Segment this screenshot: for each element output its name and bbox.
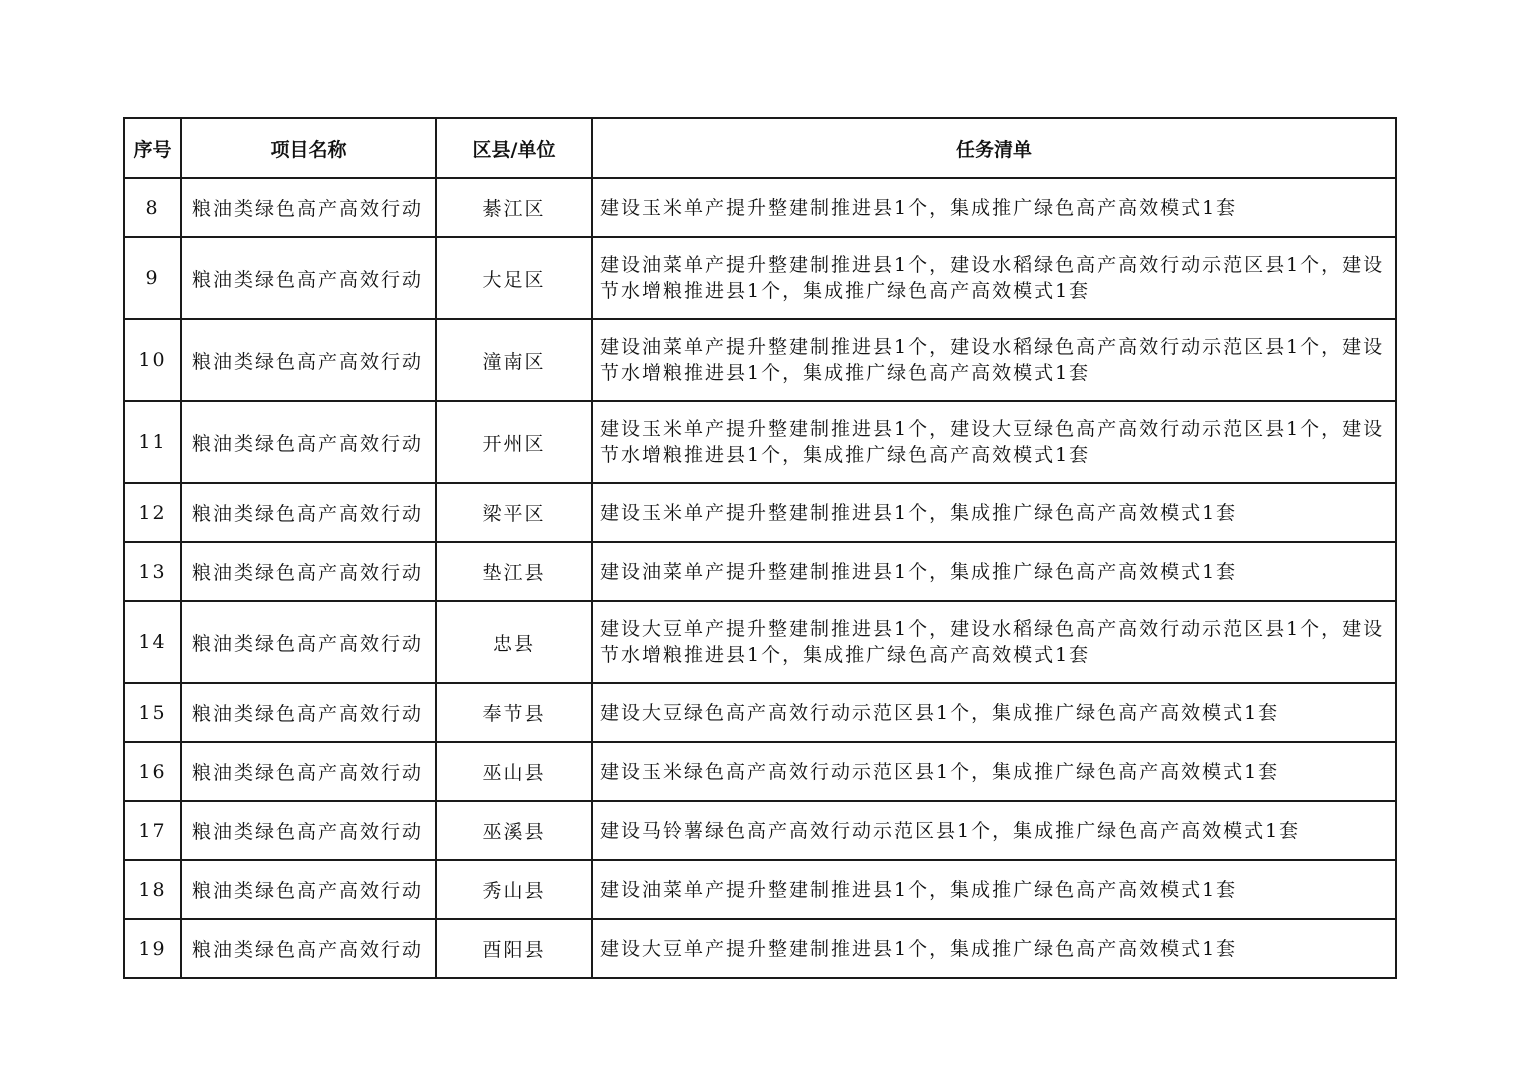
row-no: 12 xyxy=(124,483,181,542)
row-district: 奉节县 xyxy=(436,683,592,742)
row-no: 14 xyxy=(124,601,181,683)
row-district: 忠县 xyxy=(436,601,592,683)
row-tasks: 建设玉米绿色高产高效行动示范区县1个，集成推广绿色高产高效模式1套 xyxy=(592,742,1396,801)
table-row xyxy=(124,483,1396,542)
row-no: 10 xyxy=(124,319,181,401)
table-row xyxy=(124,601,1396,683)
row-no: 17 xyxy=(124,801,181,860)
row-project: 粮油类绿色高产高效行动 xyxy=(181,237,436,319)
table-header-row xyxy=(124,118,1396,178)
row-tasks: 建设油菜单产提升整建制推进县1个，建设水稻绿色高产高效行动示范区县1个，建设节水增粮推进县1个，集成推广绿色高产高效模式1套 xyxy=(592,237,1396,319)
task-table xyxy=(123,117,1397,979)
table-row xyxy=(124,237,1396,319)
row-tasks: 建设油菜单产提升整建制推进县1个，集成推广绿色高产高效模式1套 xyxy=(592,542,1396,601)
row-district: 潼南区 xyxy=(436,319,592,401)
row-tasks: 建设油菜单产提升整建制推进县1个，建设水稻绿色高产高效行动示范区县1个，建设节水增粮推进县1个，集成推广绿色高产高效模式1套 xyxy=(592,319,1396,401)
row-tasks: 建设玉米单产提升整建制推进县1个，集成推广绿色高产高效模式1套 xyxy=(592,178,1396,237)
row-tasks: 建设油菜单产提升整建制推进县1个，集成推广绿色高产高效模式1套 xyxy=(592,860,1396,919)
row-project: 粮油类绿色高产高效行动 xyxy=(181,683,436,742)
row-district: 垫江县 xyxy=(436,542,592,601)
header-tasks: 任务清单 xyxy=(592,118,1396,178)
table-row xyxy=(124,742,1396,801)
table-row xyxy=(124,860,1396,919)
table-row xyxy=(124,801,1396,860)
row-no: 8 xyxy=(124,178,181,237)
table-row xyxy=(124,401,1396,483)
row-district: 綦江区 xyxy=(436,178,592,237)
row-no: 9 xyxy=(124,237,181,319)
row-no: 16 xyxy=(124,742,181,801)
row-project: 粮油类绿色高产高效行动 xyxy=(181,919,436,978)
row-project: 粮油类绿色高产高效行动 xyxy=(181,401,436,483)
row-project: 粮油类绿色高产高效行动 xyxy=(181,542,436,601)
table-row xyxy=(124,683,1396,742)
table-row xyxy=(124,919,1396,978)
row-district: 酉阳县 xyxy=(436,919,592,978)
row-district: 巫山县 xyxy=(436,742,592,801)
row-no: 13 xyxy=(124,542,181,601)
table-row xyxy=(124,319,1396,401)
row-project: 粮油类绿色高产高效行动 xyxy=(181,601,436,683)
row-project: 粮油类绿色高产高效行动 xyxy=(181,319,436,401)
row-district: 梁平区 xyxy=(436,483,592,542)
row-project: 粮油类绿色高产高效行动 xyxy=(181,801,436,860)
row-project: 粮油类绿色高产高效行动 xyxy=(181,178,436,237)
row-district: 秀山县 xyxy=(436,860,592,919)
table-row xyxy=(124,178,1396,237)
row-no: 15 xyxy=(124,683,181,742)
row-tasks: 建设玉米单产提升整建制推进县1个，建设大豆绿色高产高效行动示范区县1个，建设节水增粮推进县1个，集成推广绿色高产高效模式1套 xyxy=(592,401,1396,483)
row-tasks: 建设玉米单产提升整建制推进县1个，集成推广绿色高产高效模式1套 xyxy=(592,483,1396,542)
table-row xyxy=(124,542,1396,601)
row-project: 粮油类绿色高产高效行动 xyxy=(181,860,436,919)
row-tasks: 建设马铃薯绿色高产高效行动示范区县1个，集成推广绿色高产高效模式1套 xyxy=(592,801,1396,860)
row-tasks: 建设大豆单产提升整建制推进县1个，建设水稻绿色高产高效行动示范区县1个，建设节水增粮推进县1个，集成推广绿色高产高效模式1套 xyxy=(592,601,1396,683)
row-no: 11 xyxy=(124,401,181,483)
row-tasks: 建设大豆单产提升整建制推进县1个，集成推广绿色高产高效模式1套 xyxy=(592,919,1396,978)
header-no: 序号 xyxy=(124,118,181,178)
header-district: 区县/单位 xyxy=(436,118,592,178)
row-no: 18 xyxy=(124,860,181,919)
row-district: 开州区 xyxy=(436,401,592,483)
row-project: 粮油类绿色高产高效行动 xyxy=(181,742,436,801)
row-project: 粮油类绿色高产高效行动 xyxy=(181,483,436,542)
row-no: 19 xyxy=(124,919,181,978)
header-project: 项目名称 xyxy=(181,118,436,178)
row-district: 巫溪县 xyxy=(436,801,592,860)
row-district: 大足区 xyxy=(436,237,592,319)
row-tasks: 建设大豆绿色高产高效行动示范区县1个，集成推广绿色高产高效模式1套 xyxy=(592,683,1396,742)
